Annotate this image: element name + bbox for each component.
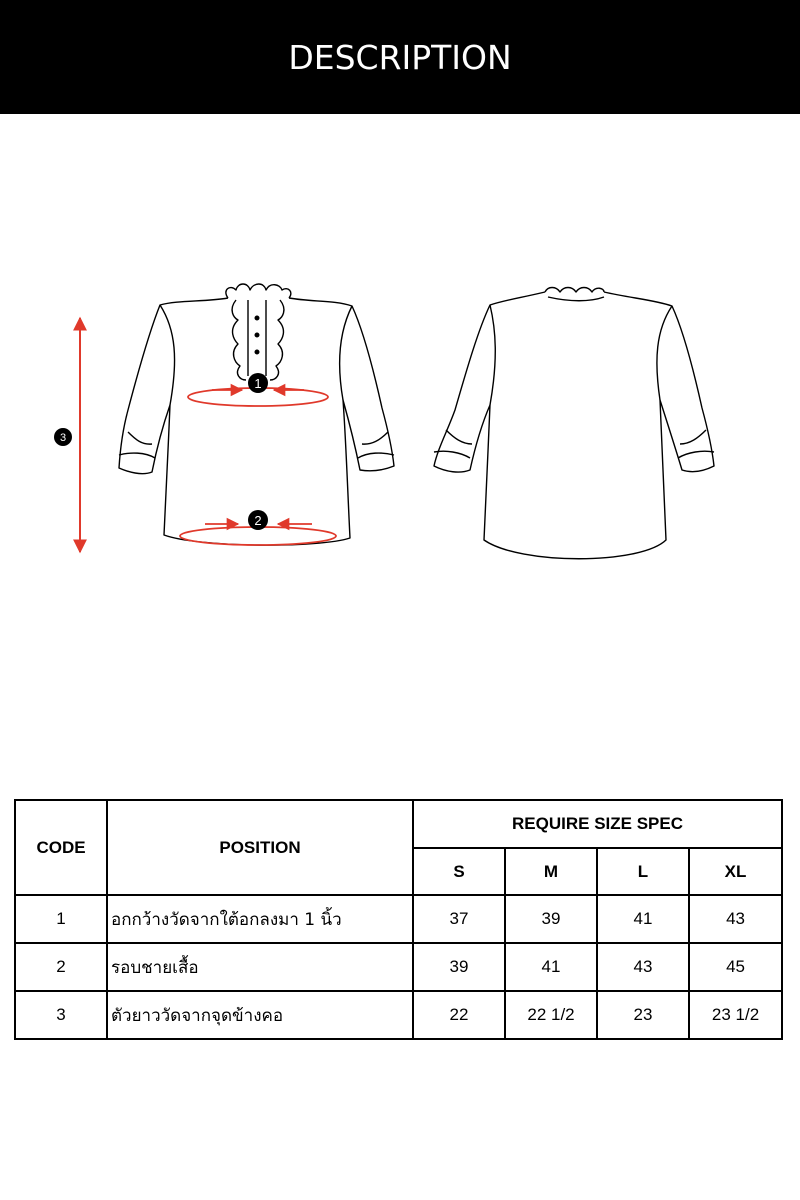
row-position: ตัวยาววัดจากจุดข้างคอ <box>107 991 413 1039</box>
row-code: 3 <box>15 991 107 1039</box>
table-header-row <box>15 800 782 848</box>
length-measurement <box>54 318 80 552</box>
row-value-xl: 43 <box>689 895 782 943</box>
header-title: DESCRIPTION <box>288 37 512 77</box>
row-value-m: 39 <box>505 895 597 943</box>
size-header-xl: XL <box>689 848 782 895</box>
chest-measurement <box>188 373 328 406</box>
marker-3-label: 3 <box>59 432 67 444</box>
row-value-m: 22 1/2 <box>505 991 597 1039</box>
marker-2-label: 2 <box>254 513 262 528</box>
row-value-s: 39 <box>413 943 505 991</box>
size-header-l: L <box>597 848 689 895</box>
row-value-l: 41 <box>597 895 689 943</box>
row-position: อกกว้างวัดจากใต้อกลงมา 1 นิ้ว <box>107 895 413 943</box>
row-code: 1 <box>15 895 107 943</box>
col-code-header: CODE <box>15 800 107 895</box>
table-row <box>15 895 782 943</box>
row-value-m: 41 <box>505 943 597 991</box>
row-value-s: 37 <box>413 895 505 943</box>
col-position-header: POSITION <box>107 800 413 895</box>
back-blouse <box>434 288 714 559</box>
description-header <box>0 0 800 114</box>
size-spec-table <box>14 799 783 1040</box>
row-code: 2 <box>15 943 107 991</box>
table-row <box>15 991 782 1039</box>
col-size-group-header: REQUIRE SIZE SPEC <box>413 800 782 848</box>
size-header-m: M <box>505 848 597 895</box>
row-value-xl: 23 1/2 <box>689 991 782 1039</box>
size-header-s: S <box>413 848 505 895</box>
row-value-xl: 45 <box>689 943 782 991</box>
row-position: รอบชายเสื้อ <box>107 943 413 991</box>
row-value-l: 23 <box>597 991 689 1039</box>
row-value-s: 22 <box>413 991 505 1039</box>
garment-illustration <box>0 114 800 714</box>
row-value-l: 43 <box>597 943 689 991</box>
marker-1-label: 1 <box>254 376 262 391</box>
table-row <box>15 943 782 991</box>
hem-measurement <box>180 510 336 545</box>
front-blouse <box>119 284 394 545</box>
